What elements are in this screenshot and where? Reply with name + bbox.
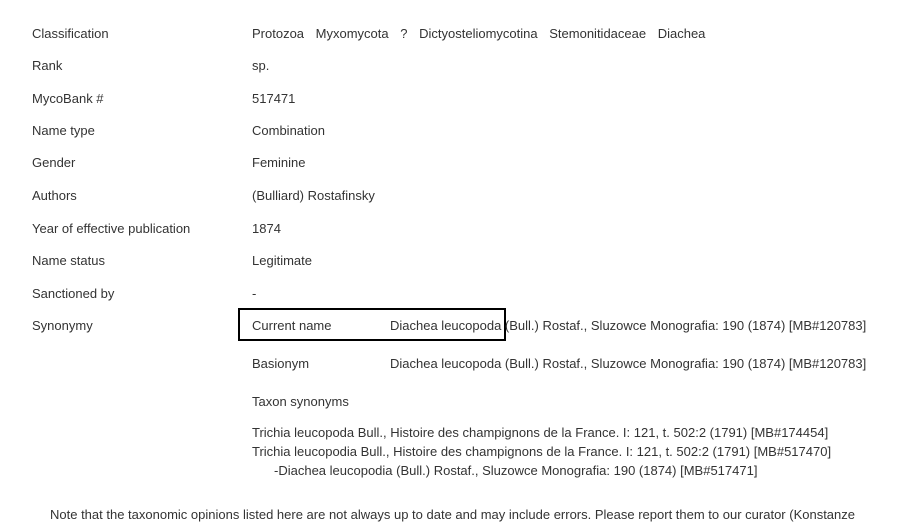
name-type-label: Name type: [32, 123, 95, 138]
curator-note: Note that the taxonomic opinions listed here are not always up to date and may include errors. Please report them to our curator (Konstanze: [50, 507, 855, 522]
current-name-label: Current name: [252, 318, 332, 333]
mycobank-label: MycoBank #: [32, 91, 104, 106]
sanctioned-label: Sanctioned by: [32, 286, 115, 301]
sanctioned-value: -: [252, 286, 257, 301]
classification-item[interactable]: Diachea: [657, 26, 706, 41]
classification-item[interactable]: Dictyosteliomycotina: [419, 26, 538, 41]
year-value: 1874: [252, 221, 281, 236]
basionym-label: Basionym: [252, 356, 310, 371]
authors-value[interactable]: (Bulliard) Rostafinsky: [252, 188, 375, 203]
taxon-synonym-item[interactable]: Trichia leucopoda Bull., Histoire des champignons de la France. I: 121, t. 502:2 (1791) [MB#174454]: [252, 425, 829, 440]
year-label: Year of effective publication: [32, 221, 191, 236]
authors-label: Authors: [32, 188, 77, 203]
classification-item[interactable]: ?: [400, 26, 408, 41]
taxon-synonyms-label: Taxon synonyms: [252, 394, 349, 409]
sanctioned-row: [0, 284, 901, 304]
classification-value: [252, 24, 705, 44]
year-row: [0, 219, 901, 239]
rank-row: [0, 56, 901, 76]
synonymy-label: Synonymy: [32, 318, 93, 333]
name-status-label: Name status: [32, 253, 105, 268]
gender-row: [0, 153, 901, 173]
taxon-synonym-item[interactable]: -Diachea leucopodia (Bull.) Rostaf., Sluzowce Monografia: 190 (1874) [MB#517471]: [274, 463, 758, 478]
rank-value: sp.: [252, 58, 270, 73]
rank-label: Rank: [32, 58, 63, 73]
mycobank-row: [0, 89, 901, 109]
basionym-link[interactable]: Diachea leucopoda (Bull.) Rostaf., Sluzowce Monografia: 190 (1874) [MB#120783]: [390, 356, 867, 371]
name-type-row: [0, 121, 901, 141]
gender-label: Gender: [32, 155, 76, 170]
name-type-value: Combination: [252, 123, 325, 138]
classification-item[interactable]: Protozoa: [252, 26, 305, 41]
name-status-value: Legitimate: [252, 253, 312, 268]
classification-item[interactable]: Myxomycota: [315, 26, 389, 41]
taxon-synonym-item[interactable]: Trichia leucopodia Bull., Histoire des champignons de la France. I: 121, t. 502:2 (1791) [MB#517470]: [252, 444, 832, 459]
classification-label: Classification: [32, 26, 109, 41]
classification-row: [0, 24, 901, 44]
current-name-link[interactable]: Diachea leucopoda (Bull.) Rostaf., Sluzowce Monografia: 190 (1874) [MB#120783]: [390, 318, 867, 333]
authors-row: [0, 186, 901, 206]
gender-value: Feminine: [252, 155, 306, 170]
name-status-row: [0, 251, 901, 271]
mycobank-value: 517471: [252, 91, 296, 106]
classification-item[interactable]: Stemonitidaceae: [549, 26, 647, 41]
